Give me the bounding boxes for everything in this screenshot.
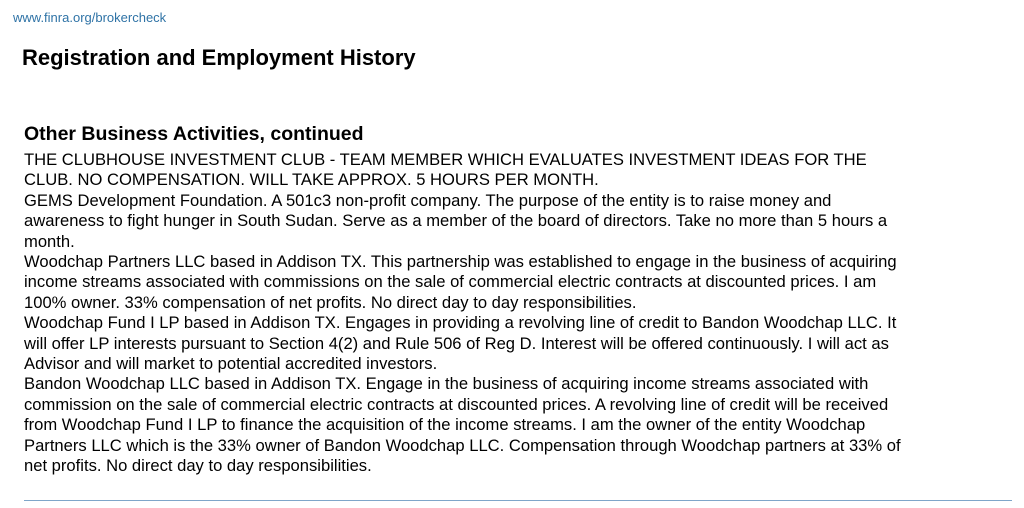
text-line: CLUB. NO COMPENSATION. WILL TAKE APPROX. 5 HOURS PER MONTH. bbox=[24, 170, 599, 190]
section-heading: Other Business Activities, continued bbox=[24, 123, 364, 145]
brokercheck-link[interactable]: www.finra.org/brokercheck bbox=[13, 10, 167, 25]
text-line: month. bbox=[24, 231, 75, 251]
text-line: Advisor and will market to potential accredited investors. bbox=[24, 354, 438, 374]
text-line: will offer LP interests pursuant to Section 4(2) and Rule 506 of Reg D. Interest will be offered continuously. I will act as bbox=[24, 333, 889, 353]
text-line: GEMS Development Foundation. A 501c3 non-profit company. The purpose of the entity is to raise money and bbox=[24, 190, 832, 210]
text-line: income streams associated with commissions on the sale of commercial electric contracts at discounted prices. I am bbox=[24, 272, 877, 292]
section-divider bbox=[24, 500, 1012, 501]
text-line: from Woodchap Fund I LP to finance the acquisition of the income streams. I am the owner of the entity Woodchap bbox=[24, 415, 866, 435]
text-line: Partners LLC which is the 33% owner of Bandon Woodchap LLC. Compensation through Woodchap partners at 33% of bbox=[24, 435, 901, 455]
text-line: 100% owner. 33% compensation of net profits. No direct day to day responsibilities. bbox=[24, 292, 637, 312]
text-line: net profits. No direct day to day responsibilities. bbox=[24, 456, 372, 476]
text-line: Woodchap Fund I LP based in Addison TX. Engages in providing a revolving line of credit to Bandon Woodchap LLC. It bbox=[24, 313, 897, 333]
text-line: awareness to fight hunger in South Sudan. Serve as a member of the board of directors. Take no more than 5 hours a bbox=[24, 211, 888, 231]
text-line: Woodchap Partners LLC based in Addison TX. This partnership was established to engage in the business of acquiring bbox=[24, 252, 897, 272]
page-title: Registration and Employment History bbox=[22, 45, 416, 70]
text-line: commission on the sale of commercial electric contracts at discounted prices. A revolving line of credit will be received bbox=[24, 394, 889, 414]
text-line: THE CLUBHOUSE INVESTMENT CLUB - TEAM MEMBER WHICH EVALUATES INVESTMENT IDEAS FOR THE bbox=[24, 150, 867, 169]
business-activities-text bbox=[24, 150, 901, 477]
text-line: Bandon Woodchap LLC based in Addison TX. Engage in the business of acquiring income streams associated with bbox=[24, 374, 869, 394]
